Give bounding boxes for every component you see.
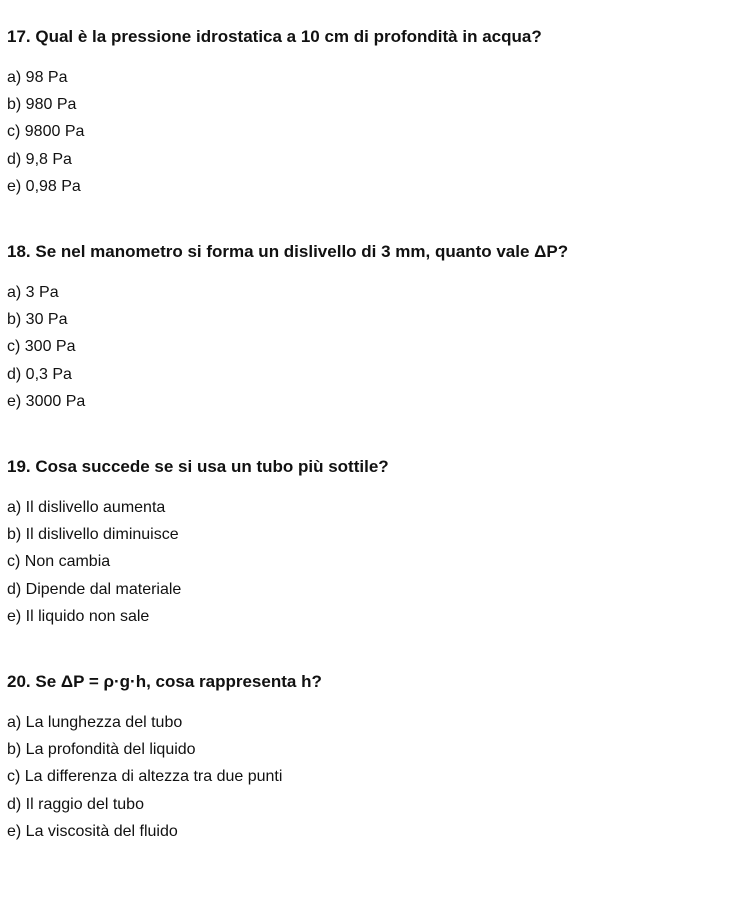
answer-options (7, 64, 727, 200)
option-d: d) Il raggio del tubo (7, 795, 144, 813)
question-title: 20. Se ΔP = ρ·g·h, cosa rappresenta h? (7, 672, 322, 691)
option-b: b) 30 Pa (7, 311, 68, 329)
option-e: e) 0,98 Pa (7, 177, 81, 195)
option-a: a) 98 Pa (7, 69, 68, 86)
option-c: c) 9800 Pa (7, 123, 85, 141)
answer-options (7, 279, 727, 415)
option-b: b) 980 Pa (7, 96, 77, 114)
question-title: 17. Qual è la pressione idrostatica a 10 cm di profondità in acqua? (7, 27, 542, 46)
question-19 (7, 456, 727, 630)
option-b: b) La profondità del liquido (7, 741, 196, 759)
option-d: d) Dipende dal materiale (7, 580, 182, 598)
option-c: c) 300 Pa (7, 338, 76, 356)
question-17 (7, 26, 727, 200)
option-c: c) Non cambia (7, 553, 111, 571)
option-a: a) La lunghezza del tubo (7, 714, 183, 731)
option-d: d) 0,3 Pa (7, 365, 72, 383)
answer-options (7, 494, 727, 630)
question-title: 18. Se nel manometro si forma un dislivello di 3 mm, quanto vale ΔP? (7, 242, 569, 261)
option-e: e) Il liquido non sale (7, 607, 150, 625)
question-18 (7, 241, 727, 415)
option-b: b) Il dislivello diminuisce (7, 526, 179, 544)
option-e: e) La viscosità del fluido (7, 822, 178, 840)
question-title: 19. Cosa succede se si usa un tubo più sottile? (7, 457, 389, 476)
question-20 (7, 671, 727, 845)
option-e: e) 3000 Pa (7, 392, 86, 410)
option-c: c) La differenza di altezza tra due punti (7, 768, 283, 786)
answer-options (7, 709, 727, 845)
option-a: a) 3 Pa (7, 284, 59, 301)
option-a: a) Il dislivello aumenta (7, 499, 166, 516)
option-d: d) 9,8 Pa (7, 150, 72, 168)
